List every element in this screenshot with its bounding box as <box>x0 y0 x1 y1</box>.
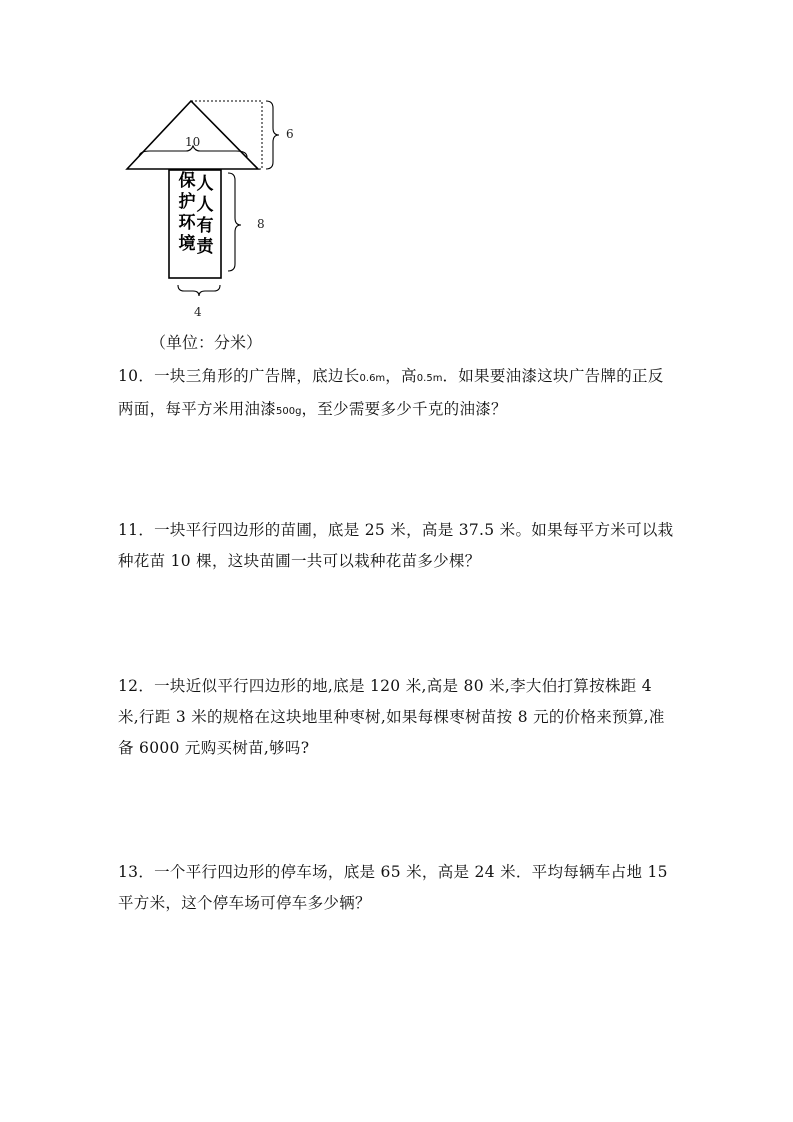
question-number: 11． <box>118 521 155 539</box>
question-12 <box>118 671 678 764</box>
sign-diagram <box>0 0 793 340</box>
triangle-height-label: 6 <box>286 127 294 141</box>
sign-left-column: 保 护 环 境 <box>178 171 196 254</box>
question-text: 一块平行四边形的苗圃，底是 25 米，高是 37.5 米。如果每平方米可以栽种花苗 10 棵，这块苗圃一共可以栽种花苗多少棵？ <box>118 521 674 570</box>
sign-figure <box>0 0 793 340</box>
question-10: 10．一块三角形的广告牌，底边长0.6m，高0.5m．如果要油漆这块广告牌的正反两面，每平方米用油漆500g，至少需要多少千克的油漆？ <box>118 367 664 418</box>
question-11 <box>118 515 678 577</box>
question-13 <box>118 857 678 919</box>
triangle-base-label: 10 <box>185 135 201 149</box>
rect-height-brace <box>228 173 241 271</box>
rect-width-brace <box>178 285 220 296</box>
question-number: 10． <box>118 367 155 385</box>
question-number: 12． <box>118 677 155 695</box>
triangle-height-brace <box>266 101 279 169</box>
sign-right-column: 人 人 有 责 <box>196 174 214 257</box>
value-height: 0.5m <box>416 373 443 384</box>
sign-slogan <box>178 171 224 281</box>
value-paint: 500g <box>276 406 302 417</box>
value-base: 0.6m <box>359 373 386 384</box>
unit-caption: （单位：分米） <box>150 333 263 352</box>
question-number: 13． <box>118 863 155 881</box>
question-text: 一块近似平行四边形的地,底是 120 米,高是 80 米,李大伯打算按株距 4 米,行距 3 米的规格在这块地里种枣树,如果每棵枣树苗按 8 元的价格来预算,准备 6000 元购买树苗,够吗? <box>118 677 665 757</box>
question-text: 一个平行四边形的停车场，底是 65 米，高是 24 米．平均每辆车占地 15 平方米，这个停车场可停车多少辆？ <box>118 863 668 912</box>
rect-height-label: 8 <box>257 217 265 231</box>
rect-width-label: 4 <box>194 305 202 319</box>
